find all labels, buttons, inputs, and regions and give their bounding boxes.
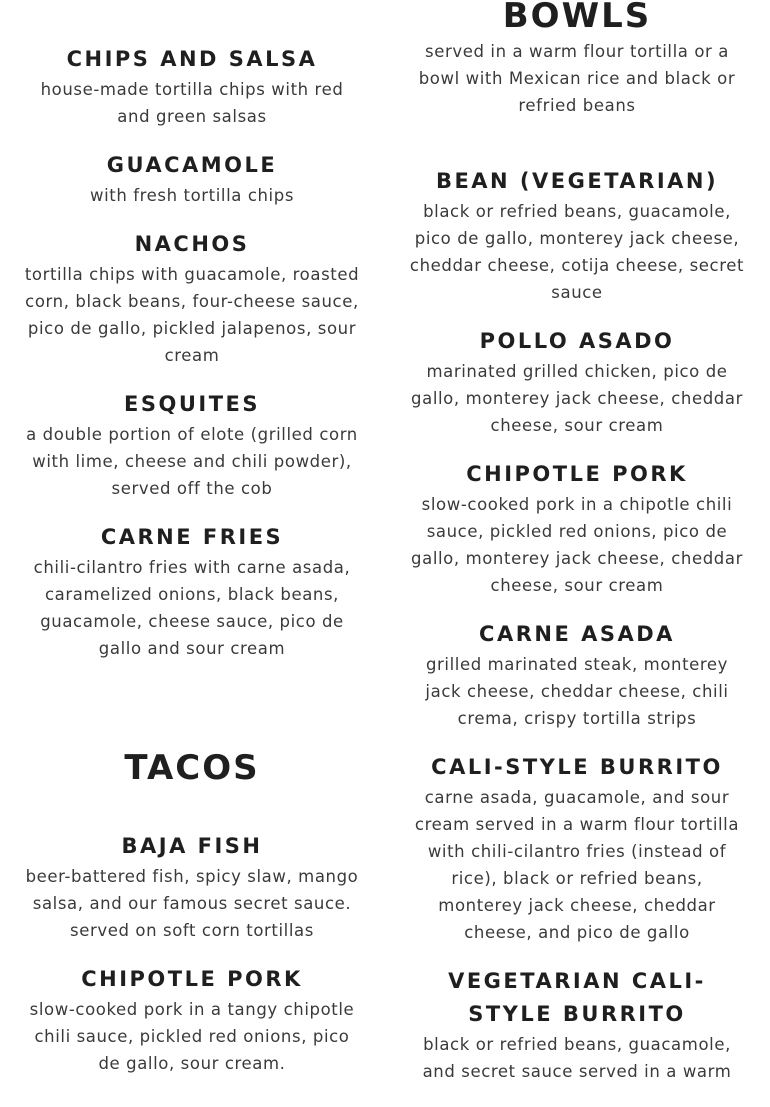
- item-title: BEAN (VEGETARIAN): [435, 169, 719, 193]
- item-description: chili-cilantro fries with carne asada, caramelized onions, black beans, guacamole, cheese sauce, pico de gallo and sour cream: [33, 558, 351, 658]
- menu-item-chips-and-salsa: [22, 43, 362, 130]
- menu-item-esquites: [22, 388, 362, 502]
- item-description: with fresh tortilla chips: [89, 186, 295, 205]
- menu-item-guacamole: [22, 149, 362, 209]
- item-description: beer-battered fish, spicy slaw, mango salsa, and our famous secret sauce. served on soft corn tortillas: [25, 867, 359, 940]
- left-column: [22, 0, 362, 1077]
- section-title-bowls: BOWLS: [502, 0, 652, 36]
- item-description: slow-cooked pork in a chipotle chili sauce, pickled red onions, pico de gallo, monterey jack cheese, cheddar cheese, sour cream: [411, 495, 743, 595]
- menu-item-vegetarian-cali-style-burrito: [408, 965, 746, 1085]
- item-description: black or refried beans, guacamole, and secret sauce served in a warm: [422, 1035, 732, 1081]
- menu-item-carne-asada: [408, 618, 746, 732]
- item-title: CALI-STYLE BURRITO: [431, 755, 723, 779]
- menu-item-pollo-asado: [408, 325, 746, 439]
- menu-item-chipotle-pork-bowl: [408, 458, 746, 599]
- right-column: [408, 0, 746, 1085]
- item-description: marinated grilled chicken, pico de gallo, monterey jack cheese, cheddar cheese, sour cream: [411, 362, 743, 435]
- item-description: tortilla chips with guacamole, roasted corn, black beans, four-cheese sauce, pico de gallo, pickled jalapenos, sour cream: [24, 265, 360, 365]
- item-title: CHIPS AND SALSA: [66, 47, 318, 71]
- item-title: CHIPOTLE PORK: [466, 462, 688, 486]
- item-title: GUACAMOLE: [106, 153, 278, 177]
- menu-item-bean-vegetarian: [408, 165, 746, 306]
- item-title: ESQUITES: [124, 392, 260, 416]
- item-description: carne asada, guacamole, and sour cream served in a warm flour tortilla with chili-cilantro fries (instead of rice), black or refried beans, monterey jack cheese, cheddar cheese, and pico de gallo: [414, 788, 740, 942]
- item-title: CHIPOTLE PORK: [81, 967, 303, 991]
- item-title: CARNE ASADA: [479, 622, 675, 646]
- menu-item-chipotle-pork-taco: [22, 963, 362, 1077]
- item-title: BAJA FISH: [121, 834, 263, 858]
- item-title: POLLO ASADO: [479, 329, 675, 353]
- section-title-tacos: TACOS: [124, 748, 260, 788]
- item-description: a double portion of elote (grilled corn with lime, cheese and chili powder), served off the cob: [26, 425, 358, 498]
- item-description: slow-cooked pork in a tangy chipotle chili sauce, pickled red onions, pico de gallo, sour cream.: [29, 1000, 355, 1073]
- item-description: house-made tortilla chips with red and green salsas: [40, 80, 344, 126]
- menu-item-nachos: [22, 228, 362, 369]
- menu-item-baja-fish: [22, 830, 362, 944]
- item-title: NACHOS: [134, 232, 250, 256]
- item-title: VEGETARIAN CALI-STYLE BURRITO: [448, 969, 706, 1026]
- item-title: CARNE FRIES: [100, 525, 284, 549]
- section-intro: served in a warm flour tortilla or a bowl with Mexican rice and black or refried beans: [418, 42, 736, 115]
- item-description: black or refried beans, guacamole, pico de gallo, monterey jack cheese, cheddar cheese, cotija cheese, secret sauce: [409, 202, 745, 302]
- item-description: grilled marinated steak, monterey jack cheese, cheddar cheese, chili crema, crispy tortilla strips: [425, 655, 729, 728]
- menu-item-carne-fries: [22, 521, 362, 662]
- menu-item-cali-style-burrito: [408, 751, 746, 946]
